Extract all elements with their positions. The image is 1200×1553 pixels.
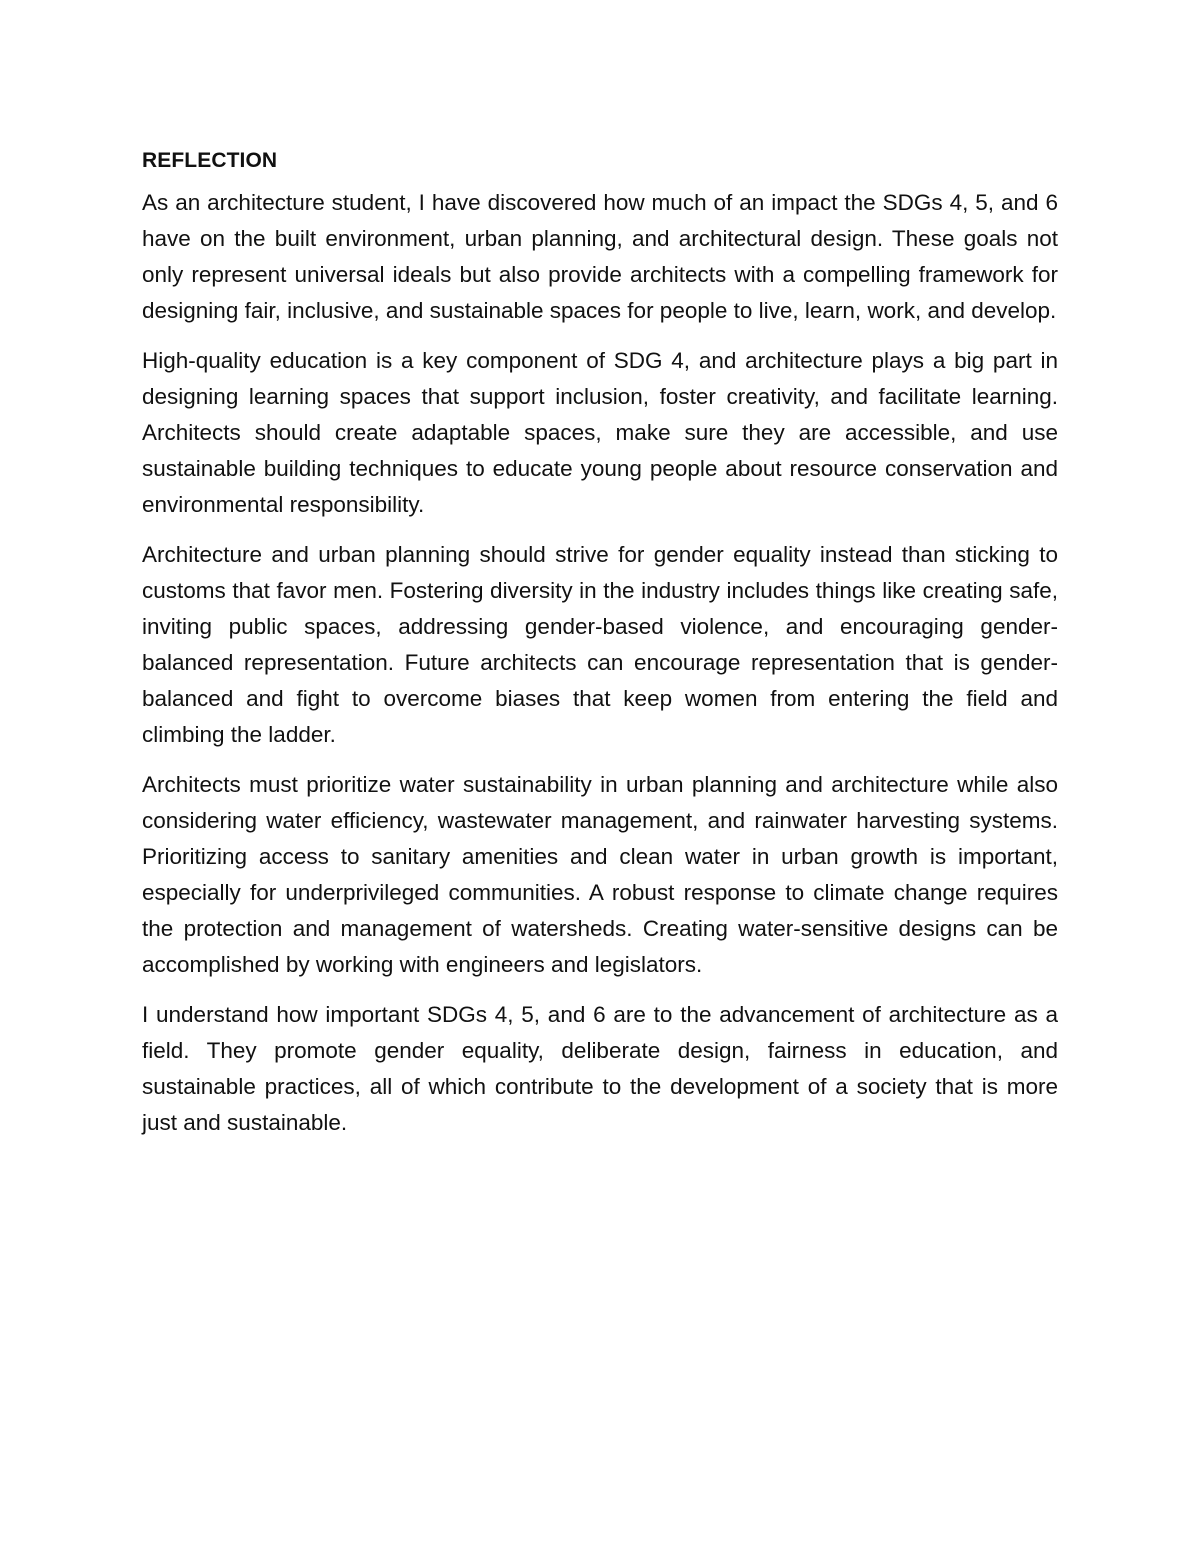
paragraph-sdg6-water: Architects must prioritize water sustainability in urban planning and architecture while also considering water efficiency, wastewater management, and rainwater harvesting systems. Prioritizing access to sanitary amenities and clean water in urban growth is important, especially for underprivileged communities. A robust response to climate change requires the protection and management of watersheds. Creating water-sensitive designs can be accomplished by working with engineers and legislators. [142, 772, 1058, 977]
document-body [142, 143, 1058, 1155]
paragraph-conclusion: I understand how important SDGs 4, 5, and 6 are to the advancement of architecture as a field. They promote gender equality, deliberate design, fairness in education, and sustainable practices, all of which contribute to the development of a society that is more just and sustainable. [142, 1002, 1058, 1135]
document-heading: REFLECTION [142, 149, 278, 172]
paragraph-sdg5-gender-equality: Architecture and urban planning should strive for gender equality instead than sticking to customs that favor men. Fostering diversity in the industry includes things like creating safe, inviting public spaces, addressing gender-based violence, and encouraging gender-balanced representation. Future architects can encourage representation that is gender-balanced and fight to overcome biases that keep women from entering the field and climbing the ladder. [142, 542, 1058, 747]
paragraph-intro: As an architecture student, I have discovered how much of an impact the SDGs 4, 5, and 6 have on the built environment, urban planning, and architectural design. These goals not only represent universal ideals but also provide architects with a compelling framework for designing fair, inclusive, and sustainable spaces for people to live, learn, work, and develop. [142, 190, 1058, 323]
paragraph-sdg4-education: High-quality education is a key component of SDG 4, and architecture plays a big part in designing learning spaces that support inclusion, foster creativity, and facilitate learning. Architects should create adaptable spaces, make sure they are accessible, and use sustainable building techniques to educate young people about resource conservation and environmental responsibility. [142, 348, 1058, 517]
